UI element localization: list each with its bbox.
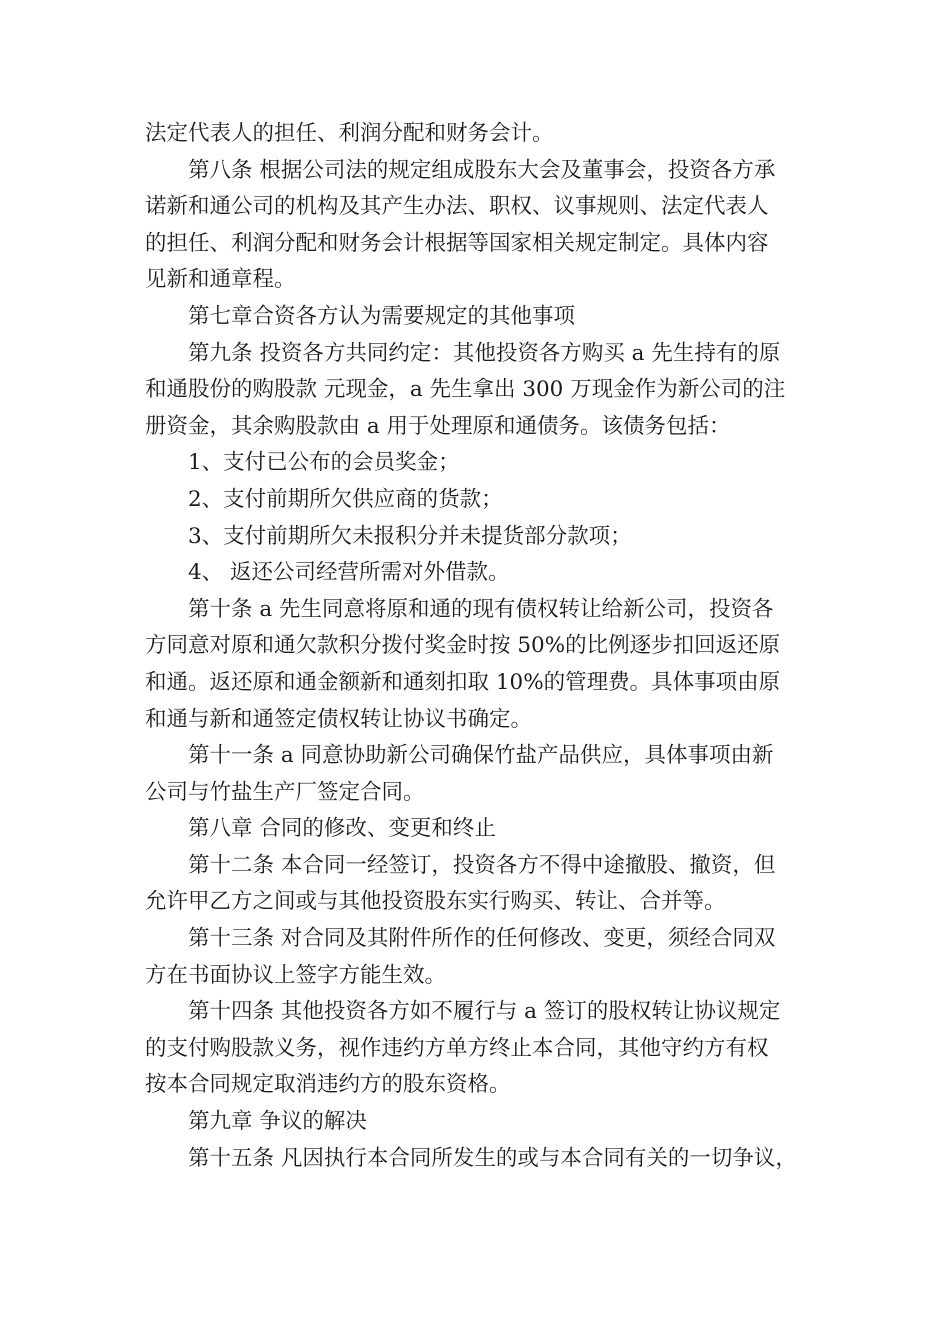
text-line: 按本合同规定取消违约方的股东资格。 — [145, 1072, 511, 1098]
text-line: 公司与竹盐生产厂签定合同。 — [145, 779, 425, 805]
text-line: 和通与新和通签定债权转让协议书确定。 — [145, 706, 533, 732]
list-item: 2、支付前期所欠供应商的货款； — [188, 486, 503, 512]
text-line: 第十四条 其他投资各方如不履行与 a 签订的股权转让协议规定 — [188, 999, 781, 1025]
chapter-heading: 第七章合资各方认为需要规定的其他事项 — [188, 303, 576, 329]
text-line: 的担任、利润分配和财务会计根据等国家相关规定制定。具体内容 — [145, 230, 769, 256]
text-line: 册资金，其余购股款由 a 用于处理原和通债务。该债务包括： — [145, 413, 731, 439]
text-line: 第十五条 凡因执行本合同所发生的或与本合同有关的一切争议， — [188, 1145, 797, 1171]
text-line: 和通股份的购股款 元现金，a 先生拿出 300 万现金作为新公司的注 — [145, 377, 786, 403]
text-line: 的支付购股款义务，视作违约方单方终止本合同，其他守约方有权 — [145, 1035, 769, 1061]
text-line: 诺新和通公司的机构及其产生办法、职权、议事规则、法定代表人 — [145, 194, 769, 220]
list-item: 1、支付已公布的会员奖金； — [188, 450, 460, 476]
text-line: 第十三条 对合同及其附件所作的任何修改、变更，须经合同双 — [188, 926, 776, 952]
text-line: 方同意对原和通欠款积分拨付奖金时按 50%的比例逐步扣回返还原 — [145, 633, 781, 659]
text-line: 第八条 根据公司法的规定组成股东大会及董事会，投资各方承 — [188, 157, 776, 183]
text-line: 第十条 a 先生同意将原和通的现有债权转让给新公司，投资各 — [188, 596, 774, 622]
text-line: 方在书面协议上签字方能生效。 — [145, 962, 447, 988]
text-line: 见新和通章程。 — [145, 267, 296, 293]
chapter-heading: 第九章 争议的解决 — [188, 1109, 367, 1135]
document-body — [145, 116, 810, 1177]
text-line: 和通。返还原和通金额新和通刻扣取 10%的管理费。具体事项由原 — [145, 669, 781, 695]
text-line: 第十一条 a 同意协助新公司确保竹盐产品供应，具体事项由新 — [188, 743, 774, 769]
list-item: 3、支付前期所欠未报积分并未提货部分款项； — [188, 523, 632, 549]
text-line: 第九条 投资各方共同约定：其他投资各方购买 a 先生持有的原 — [188, 340, 781, 366]
chapter-heading: 第八章 合同的修改、变更和终止 — [188, 816, 496, 842]
list-item: 4、 返还公司经营所需对外借款。 — [188, 560, 510, 586]
text-line: 允许甲乙方之间或与其他投资股东实行购买、转让、合并等。 — [145, 889, 726, 915]
text-line: 法定代表人的担任、利润分配和财务会计。 — [145, 121, 554, 146]
text-line: 第十二条 本合同一经签订，投资各方不得中途撤股、撤资，但 — [188, 852, 776, 878]
